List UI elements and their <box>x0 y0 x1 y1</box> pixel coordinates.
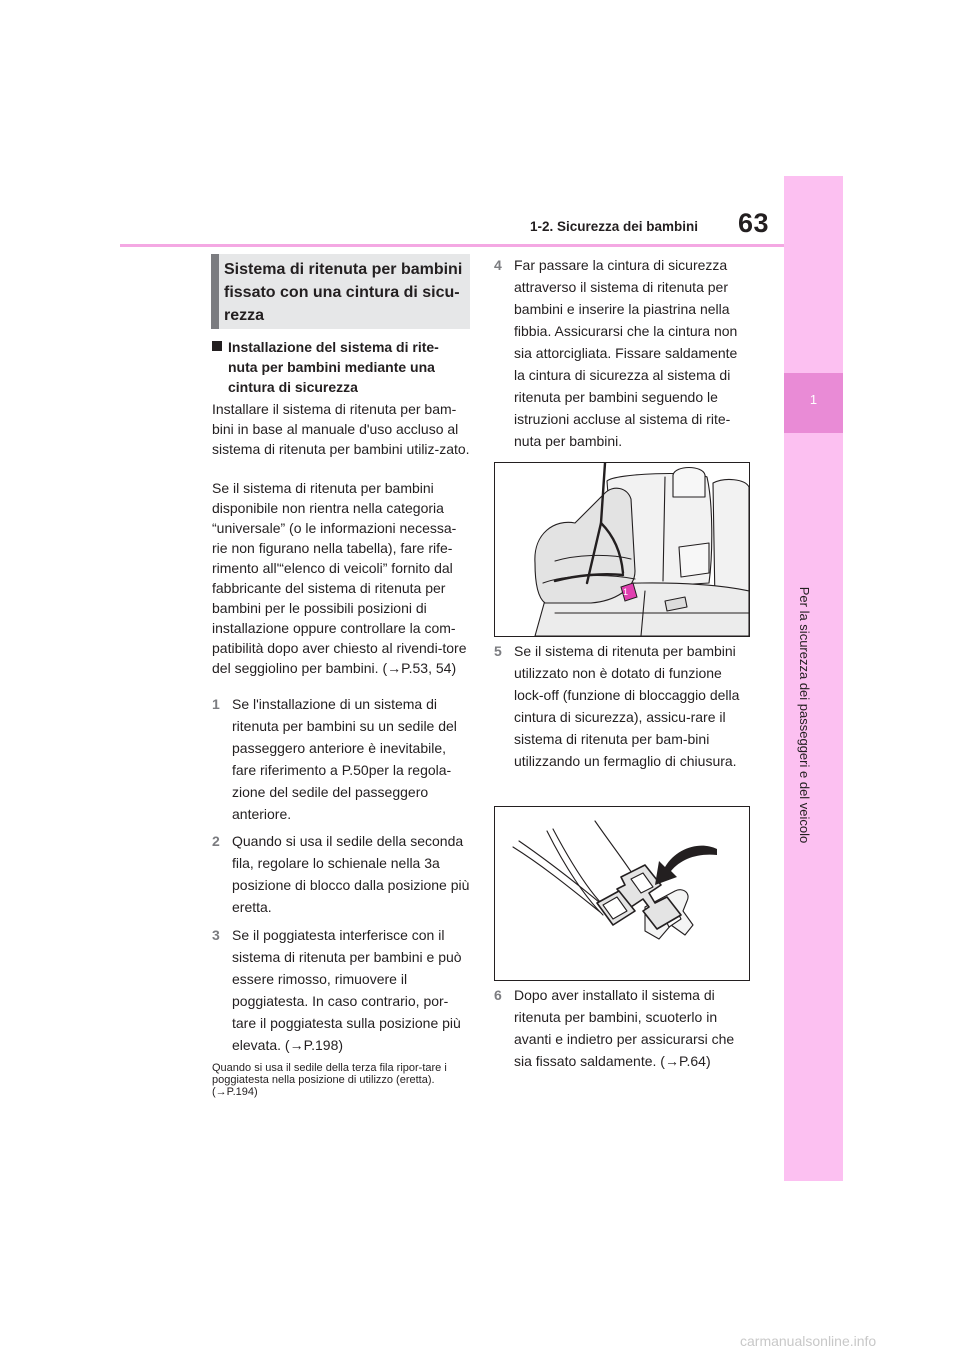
step-text: Se il sistema di ritenuta per bambini utilizzato non è dotato di funzione lock-off (funzione di bloccaggio della cintura di sicurezza), assicu-rare il sistema di ritenuta per bam-bini utilizzando un fermaglio di chiusura. <box>514 643 740 769</box>
figure-callout-number: 1 <box>623 587 629 597</box>
paragraph-installation: Installare il sistema di ritenuta per bam-bini in base al manuale d'uso accluso al sistema di ritenuta per bambini utiliz-zato. <box>212 401 470 457</box>
header-divider <box>120 244 784 247</box>
step-text: Far passare la cintura di sicurezza attraverso il sistema di ritenuta per bambini e inserire la piastrina nella fibbia. Assicurarsi che la cintura non sia attorcigliata. Fissare saldamente la cintura di sicurezza al sistema di ritenuta per bambini seguendo le istruzioni accluse al sistema di rite-nuta per bambini. <box>514 257 738 449</box>
watermark: carmanualsonline.info <box>740 1333 877 1349</box>
step-text: Se l'installazione di un sistema di ritenuta per bambini su un sedile del passeggero anteriore è inevitabile, fare riferimento a P.50per la regola-zione del sedile del passeggero anteriore. <box>232 696 457 822</box>
chapter-number: 1 <box>809 392 818 407</box>
step-number: 5 <box>494 643 502 659</box>
paragraph-universal-category: Se il sistema di ritenuta per bambini disponibile non rientra nella categoria “universale” (o le informazioni necessa-rie non figurano nella tabella), fare rife-rimento all'“elenco di veicoli” fornito dal fabbricante del sistema di ritenuta per bambini per le possibili posizioni di installazione oppure controllare la com-patibilità dopo aver chiesto al rivendi-tore del seggiolino per bambini. (→P.53, 54) <box>212 480 467 676</box>
step-number: 1 <box>212 696 220 712</box>
step-text: Se il poggiatesta interferisce con il sistema di ritenuta per bambini e può essere rimosso, rimuovere il poggiatesta. In caso contrario, por-tare il poggiatesta sulla posizione più elevata. (→P.198) <box>232 927 462 1053</box>
section-heading: Sistema di ritenuta per bambini fissato con una cintura di sicu-rezza <box>224 261 463 324</box>
step-number: 4 <box>494 257 502 273</box>
locking-clip-illustration <box>494 806 750 981</box>
step-number: 2 <box>212 833 220 849</box>
pointer-arrow-icon <box>655 846 717 885</box>
step-number: 3 <box>212 927 220 943</box>
page-number: 63 <box>738 208 770 238</box>
square-bullet-icon <box>212 341 222 351</box>
subsection-heading: Installazione del sistema di rite-nuta per bambini mediante una cintura di sicurezza <box>228 339 439 395</box>
step-text: Quando si usa il sedile della seconda fila, regolare lo schienale nella 3a posizione di blocco dalla posizione più eretta. <box>232 833 470 915</box>
step-text: Dopo aver installato il sistema di ritenuta per bambini, scuoterlo in avanti e indietro per assicurarsi che sia fissato saldamente. (→P.64) <box>514 987 735 1069</box>
child-seat-illustration <box>494 462 750 637</box>
child-seat-drawing <box>495 463 749 636</box>
section-heading-bar <box>211 254 219 329</box>
note-text: Quando si usa il sedile della terza fila ripor-tare i poggiatesta nella posizione di utilizzo (eretta). (→P.194) <box>212 1062 447 1098</box>
chapter-label: Per la sicurezza dei passeggeri e del veicolo <box>797 586 812 844</box>
locking-clip-drawing <box>495 807 749 980</box>
section-title: 1-2. Sicurezza dei bambini <box>530 219 699 234</box>
step-number: 6 <box>494 987 502 1003</box>
